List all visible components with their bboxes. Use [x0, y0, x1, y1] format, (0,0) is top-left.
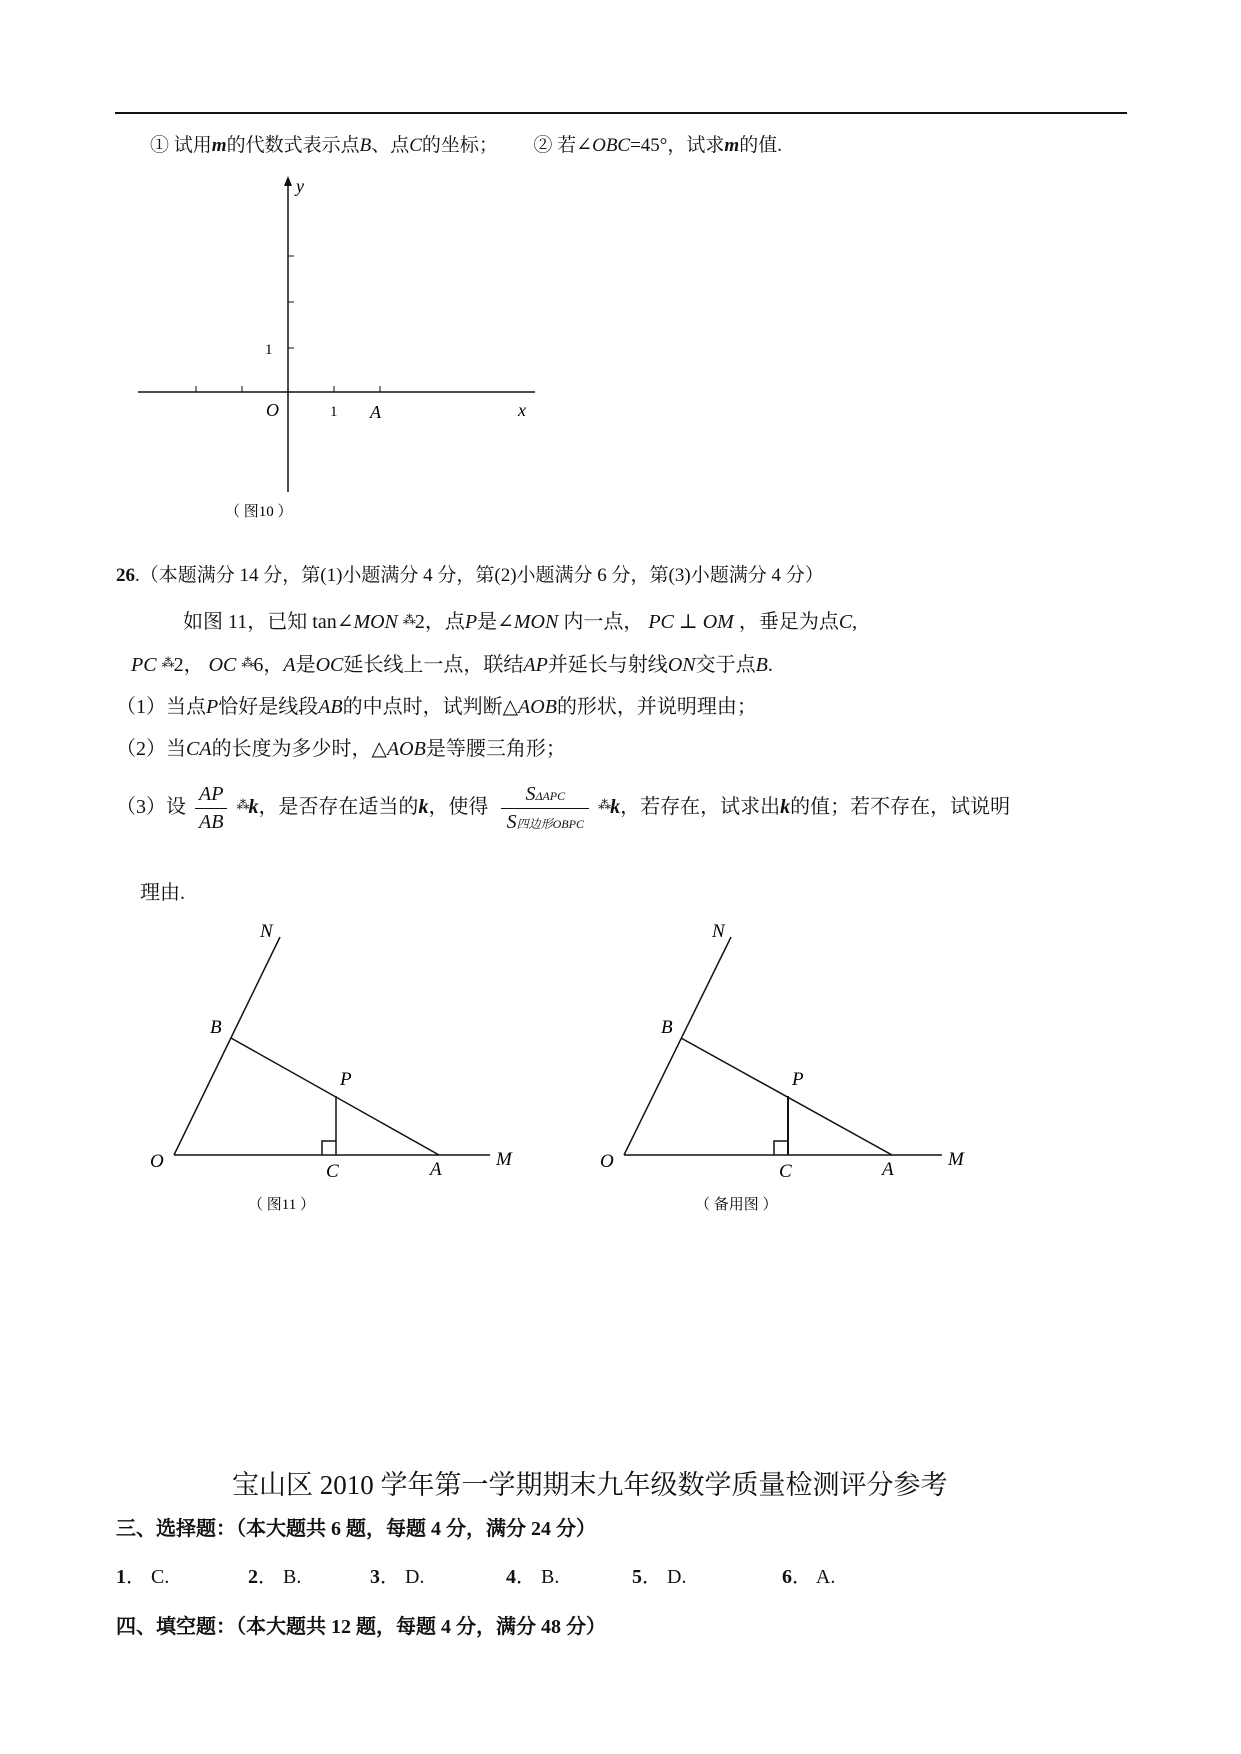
figure-spare — [590, 915, 990, 1215]
choice-1: 1． C. — [116, 1566, 170, 1588]
fraction-ap-ab: $\frac{AP}{AB}$ — [195, 783, 227, 834]
svg-text:O: O — [150, 1151, 164, 1172]
choice-4: 4． B. — [506, 1566, 560, 1588]
figure-11-caption: （ 图11 ） — [248, 1197, 315, 1213]
tick-x-1: 1 — [330, 404, 338, 420]
x-axis-label: x — [518, 400, 526, 420]
section-3-heading: 三、选择题：（本大题共 6 题，每题 4 分，满分 24 分） — [116, 1518, 596, 1540]
svg-text:C: C — [779, 1161, 792, 1182]
q26-sub1: （1）当点P恰好是线段AB的中点时，试判断△AOB的形状，并说明理由； — [116, 696, 757, 718]
y-axis-arrow — [284, 176, 292, 186]
svg-text:C: C — [326, 1161, 339, 1182]
tick-y-1: 1 — [265, 342, 273, 358]
svg-text:A: A — [882, 1159, 894, 1180]
figure-spare-caption: （ 备用图 ） — [695, 1197, 778, 1213]
choice-6: 6． A. — [782, 1566, 836, 1588]
q26-line1: 如图 11，已知 tan∠MON ⁂2，点P是∠MON 内一点， PC ⊥ OM ，垂足为点C, — [183, 611, 858, 633]
point-a-label: A — [370, 402, 381, 422]
right-angle-mark — [322, 1141, 336, 1155]
svg-text:N: N — [712, 921, 725, 942]
svg-text:A: A — [430, 1159, 442, 1180]
origin-label: O — [266, 400, 279, 420]
fraction-area-ratio: $\frac{\text{SΔAPC}}{\text{S四边形OBPC}}$ — [501, 783, 589, 834]
svg-text:M: M — [496, 1149, 512, 1170]
ray-on — [174, 937, 280, 1155]
q26-sub2: （2）当CA的长度为多少时，△AOB是等腰三角形； — [116, 738, 566, 760]
choice-5: 5． D. — [632, 1566, 687, 1588]
svg-text:P: P — [792, 1069, 804, 1090]
answer-key-title: 宝山区 2010 学年第一学期期末九年级数学质量检测评分参考 — [232, 1470, 948, 1500]
svg-text:B: B — [210, 1017, 222, 1038]
choice-2: 2． B. — [248, 1566, 302, 1588]
figure-10 — [120, 170, 550, 530]
q26-sub3-continued: 理由. — [140, 882, 185, 904]
svg-text:B: B — [661, 1017, 673, 1038]
figure-11 — [140, 915, 540, 1215]
section-4-heading: 四、填空题：（本大题共 12 题，每题 4 分，满分 48 分） — [116, 1616, 606, 1638]
q25-parts-line: ① 试用m的代数式表示点B、点C的坐标； ② 若∠OBC=45°，试求m的值. — [150, 135, 782, 156]
segment-ba — [231, 1038, 439, 1155]
q26-header: 26.（本题满分 14 分，第(1)小题满分 4 分，第(2)小题满分 6 分，第(3)小题满分 4 分） — [116, 565, 824, 586]
choice-3: 3． D. — [370, 1566, 425, 1588]
svg-text:M: M — [948, 1149, 964, 1170]
figure-10-caption: （ 图10 ） — [225, 504, 293, 520]
svg-text:O: O — [600, 1151, 614, 1172]
y-axis-label: y — [296, 176, 304, 196]
choice-answers-row — [116, 1560, 876, 1588]
svg-text:P: P — [340, 1069, 352, 1090]
q26-sub3: （3）设 $\frac{AP}{AB}$ ⁂k，是否存在适当的k，使得 $\frac{\text{SΔAPC}}{\text{S四边形OBPC}}$ ⁂k，若存在，试求出k的值；若不存在，试说明 — [116, 783, 1011, 833]
svg-text:N: N — [260, 921, 273, 942]
top-rule — [115, 112, 1127, 114]
q26-line2: PC ⁂2， OC ⁂6，A是OC延长线上一点，联结AP并延长与射线ON交于点B. — [131, 654, 773, 676]
